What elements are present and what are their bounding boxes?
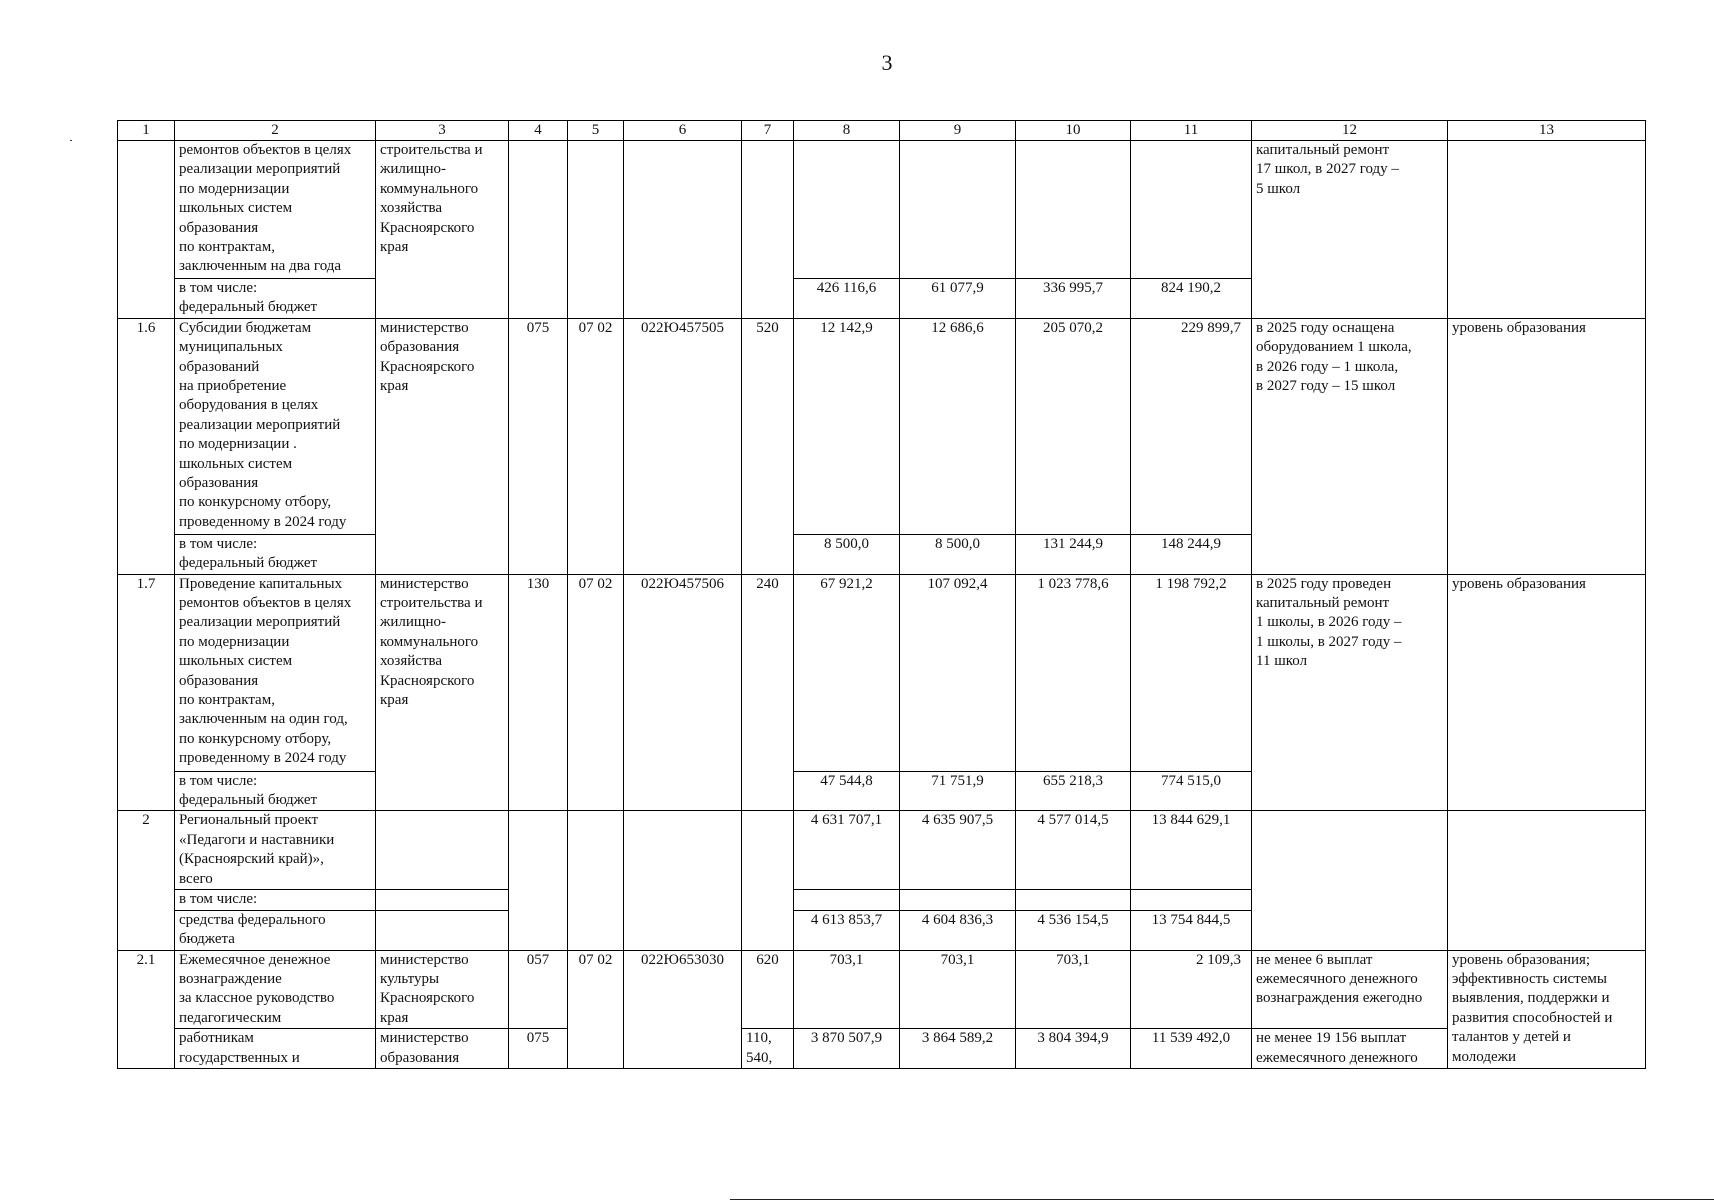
value-cell: 703,1 — [1016, 950, 1131, 1029]
cell-code-7 — [742, 811, 794, 950]
cell-code-5: 07 02 — [568, 318, 624, 574]
value-cell: 11 539 492,0 — [1131, 1029, 1252, 1069]
col-header: 13 — [1448, 121, 1646, 141]
col-header: 8 — [794, 121, 900, 141]
cell-code-4: 130 — [509, 574, 568, 811]
value-cell: 148 244,9 — [1131, 534, 1252, 574]
project-name: Региональный проект «Педагоги и наставники (Красноярский край)», всего — [175, 811, 376, 890]
cell-code-5: 07 02 — [568, 950, 624, 1068]
value-cell: 3 804 394,9 — [1016, 1029, 1131, 1069]
cell-code-5 — [568, 141, 624, 319]
expected-result: не менее 6 выплат ежемесячного денежного вознаграждения ежегодно — [1252, 950, 1448, 1029]
value-cell — [1016, 141, 1131, 279]
scan-speck — [70, 140, 72, 141]
cell-code-6 — [624, 811, 742, 950]
cell-code-7 — [742, 141, 794, 319]
value-cell: 4 604 836,3 — [900, 910, 1016, 950]
cell-code-7: 620 — [742, 950, 794, 1029]
value-cell: 131 244,9 — [1016, 534, 1131, 574]
value-cell: 1 023 778,6 — [1016, 574, 1131, 771]
program-table — [117, 120, 1646, 1069]
expected-result: в 2025 году проведен капитальный ремонт 1 школы, в 2026 году – 1 школы, в 2027 году – 11 школ — [1252, 574, 1448, 811]
table-row — [118, 811, 1646, 890]
cell-code-6 — [624, 141, 742, 319]
col-header: 2 — [175, 121, 376, 141]
expected-result: в 2025 году оснащена оборудованием 1 школа, в 2026 году – 1 школа, в 2027 году – 15 школ — [1252, 318, 1448, 574]
value-cell: 655 218,3 — [1016, 771, 1131, 811]
responsible-org: строительства и жилищно- коммунального хозяйства Красноярского края — [376, 141, 509, 319]
page-number: 3 — [881, 50, 893, 75]
event-name: Проведение капитальных ремонтов объектов в целях реализации мероприятий по модернизации школьных систем образования по контрактам, заключенным на один год, по конкурсному отбору, проведенному в 2024 году — [175, 574, 376, 771]
table-row — [118, 574, 1646, 771]
value-cell: 8 500,0 — [794, 534, 900, 574]
subrow-label: в том числе: — [175, 890, 376, 910]
value-cell: 67 921,2 — [794, 574, 900, 771]
col-header: 6 — [624, 121, 742, 141]
value-cell — [794, 890, 900, 910]
cell-code-4: 075 — [509, 318, 568, 574]
cell-code-6: 022Ю457505 — [624, 318, 742, 574]
value-cell: 703,1 — [794, 950, 900, 1029]
value-cell: 12 142,9 — [794, 318, 900, 534]
table-row — [118, 318, 1646, 534]
col-header: 12 — [1252, 121, 1448, 141]
col-header: 5 — [568, 121, 624, 141]
row-number: 1.7 — [118, 574, 175, 811]
cell-code-4 — [509, 811, 568, 950]
col-header: 1 — [118, 121, 175, 141]
subrow-label: в том числе: федеральный бюджет — [175, 771, 376, 811]
value-cell — [900, 890, 1016, 910]
col-header: 9 — [900, 121, 1016, 141]
value-cell — [794, 141, 900, 279]
value-cell: 4 536 154,5 — [1016, 910, 1131, 950]
col-header: 11 — [1131, 121, 1252, 141]
row-number: 1.6 — [118, 318, 175, 574]
value-cell: 2 109,3 — [1131, 950, 1252, 1029]
table-row — [118, 950, 1646, 1029]
cell-code-4 — [509, 141, 568, 319]
value-cell: 4 635 907,5 — [900, 811, 1016, 890]
cell-code-5: 07 02 — [568, 574, 624, 811]
subrow-label: средства федерального бюджета — [175, 910, 376, 950]
cell-code-7: 520 — [742, 318, 794, 574]
cell-code-6: 022Ю457506 — [624, 574, 742, 811]
indicator: уровень образования — [1448, 318, 1646, 574]
responsible-org: министерство культуры Красноярского края — [376, 950, 509, 1029]
value-cell — [1016, 890, 1131, 910]
col-header: 4 — [509, 121, 568, 141]
cell-code-7: 110, 540, — [742, 1029, 794, 1069]
responsible-org: министерство строительства и жилищно- коммунального хозяйства Красноярского края — [376, 574, 509, 811]
cell-code-6: 022Ю653030 — [624, 950, 742, 1068]
value-cell: 12 686,6 — [900, 318, 1016, 534]
value-cell: 107 092,4 — [900, 574, 1016, 771]
indicator — [1448, 811, 1646, 950]
table-row — [118, 141, 1646, 279]
value-cell: 3 870 507,9 — [794, 1029, 900, 1069]
value-cell: 205 070,2 — [1016, 318, 1131, 534]
indicator: уровень образования — [1448, 574, 1646, 811]
value-cell: 4 577 014,5 — [1016, 811, 1131, 890]
value-cell: 774 515,0 — [1131, 771, 1252, 811]
responsible-org — [376, 890, 509, 910]
value-cell: 71 751,9 — [900, 771, 1016, 811]
col-header: 3 — [376, 121, 509, 141]
responsible-org — [376, 910, 509, 950]
row-number: 2.1 — [118, 950, 175, 1068]
value-cell: 61 077,9 — [900, 279, 1016, 319]
expected-result: капитальный ремонт 17 школ, в 2027 году – 5 школ — [1252, 141, 1448, 319]
value-cell: 4 613 853,7 — [794, 910, 900, 950]
value-cell: 8 500,0 — [900, 534, 1016, 574]
event-name: ремонтов объектов в целях реализации мероприятий по модернизации школьных систем образования по контрактам, заключенным на два года — [175, 141, 376, 279]
cell-code-4: 057 — [509, 950, 568, 1029]
responsible-org: министерство образования Красноярского края — [376, 318, 509, 574]
value-cell: 3 864 589,2 — [900, 1029, 1016, 1069]
value-cell: 13 754 844,5 — [1131, 910, 1252, 950]
cell-code-5 — [568, 811, 624, 950]
value-cell: 4 631 707,1 — [794, 811, 900, 890]
event-name: Ежемесячное денежное вознаграждение за классное руководство педагогическим — [175, 950, 376, 1029]
expected-result: не менее 19 156 выплат ежемесячного денежного — [1252, 1029, 1448, 1069]
value-cell — [1131, 890, 1252, 910]
value-cell — [900, 141, 1016, 279]
value-cell: 229 899,7 — [1131, 318, 1252, 534]
col-header: 7 — [742, 121, 794, 141]
table-row — [118, 1029, 1646, 1069]
indicator: уровень образования; эффективность системы выявления, поддержки и развития способностей и талантов у детей и молодежи — [1448, 950, 1646, 1068]
value-cell — [1131, 141, 1252, 279]
event-name: Субсидии бюджетам муниципальных образований на приобретение оборудования в целях реализации мероприятий по модернизации . школьных систем образования по конкурсному отбору, проведенному в 2024 году — [175, 318, 376, 534]
event-name: работникам государственных и — [175, 1029, 376, 1069]
value-cell: 426 116,6 — [794, 279, 900, 319]
subrow-label: в том числе: федеральный бюджет — [175, 279, 376, 319]
value-cell: 703,1 — [900, 950, 1016, 1029]
value-cell: 824 190,2 — [1131, 279, 1252, 319]
row-number — [118, 141, 175, 319]
responsible-org: министерство образования — [376, 1029, 509, 1069]
expected-result — [1252, 811, 1448, 950]
indicator — [1448, 141, 1646, 319]
column-number-row — [118, 121, 1646, 141]
cell-code-4: 075 — [509, 1029, 568, 1069]
row-number: 2 — [118, 811, 175, 950]
value-cell: 13 844 629,1 — [1131, 811, 1252, 890]
responsible-org — [376, 811, 509, 890]
col-header: 10 — [1016, 121, 1131, 141]
value-cell: 47 544,8 — [794, 771, 900, 811]
value-cell: 1 198 792,2 — [1131, 574, 1252, 771]
cell-code-7: 240 — [742, 574, 794, 811]
subrow-label: в том числе: федеральный бюджет — [175, 534, 376, 574]
value-cell: 336 995,7 — [1016, 279, 1131, 319]
